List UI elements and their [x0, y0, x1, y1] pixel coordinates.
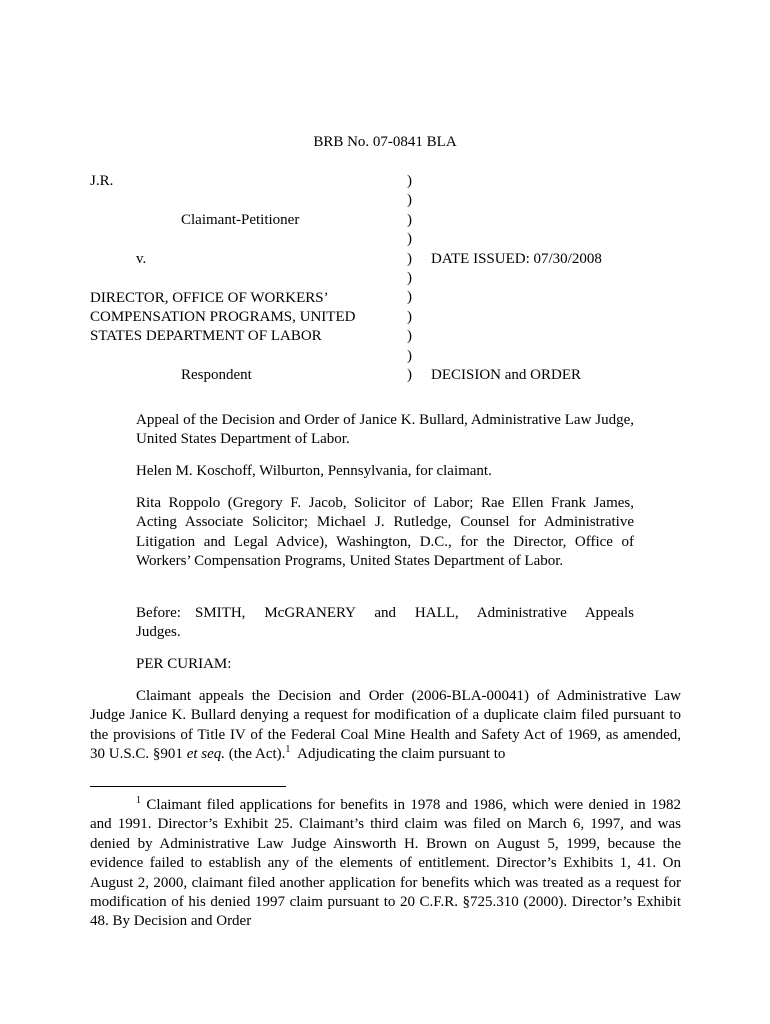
- per-curiam-heading: PER CURIAM:: [136, 656, 232, 672]
- before-label: Before:: [136, 605, 181, 621]
- caption-paren: ): [407, 231, 412, 248]
- claimant-name: J.R.: [90, 173, 114, 189]
- docket-number: BRB No. 07-0841 BLA: [313, 134, 457, 150]
- body-text-3: Adjudicating the claim pursuant to: [297, 746, 506, 763]
- caption-paren: ): [407, 308, 412, 325]
- panel-line-2: Judges.: [136, 624, 181, 641]
- respondent-line-2: COMPENSATION PROGRAMS, UNITED: [90, 309, 356, 325]
- appeal-paragraph: Appeal of the Decision and Order of Janice K. Bullard, Administrative Law Judge, United States Department of Labor.: [136, 412, 634, 448]
- caption-paren: ): [407, 250, 412, 267]
- panel-block: [136, 604, 634, 643]
- body-text-2: (the Act).: [228, 746, 286, 763]
- director-counsel: Rita Roppolo (Gregory F. Jacob, Solicitor of Labor; Rae Ellen Frank James, Acting Associate Solicitor; Michael J. Rutledge, Counsel for Administrative Litigation and Legal Advice), Washington, D.C., for the Director, Office of Workers’ Compensation Programs, United States Department of Labor.: [136, 495, 634, 570]
- body-italic: et seq.: [186, 746, 226, 763]
- caption-paren: ): [407, 328, 412, 345]
- footnote-number: 1: [136, 795, 141, 806]
- caption-paren: ): [407, 289, 412, 306]
- panel-line-1: SMITH, McGRANERY and HALL, Administrative Appeals: [194, 605, 634, 621]
- respondent-line-1: DIRECTOR, OFFICE OF WORKERS’: [90, 290, 329, 306]
- versus-label: v.: [136, 251, 147, 267]
- caption-paren: ): [407, 211, 412, 228]
- caption-paren: ): [407, 192, 412, 209]
- body-text-1: Claimant appeals the Decision and Order (2006-BLA-00041) of Administrative Law Judge Janice K. Bullard denying a request for modification of a duplicate claim filed pursuant to the provisions of Title IV of the Federal Coal Mine Health and Safety Act of 1969, as amended, 30 U.S.C. §901: [90, 688, 681, 763]
- body-paragraph: [90, 687, 681, 765]
- caption-paren: ): [407, 367, 412, 383]
- caption-paren: ): [407, 270, 412, 286]
- document-type: DECISION and ORDER: [431, 367, 581, 383]
- caption-paren: ): [407, 347, 412, 364]
- footnote-text: Claimant filed applications for benefits in 1978 and 1986, which were denied in 1982 and 1991. Director’s Exhibit 25. Claimant’s third claim was filed on March 6, 1997, and was denied by Administrative Law Judge Ainsworth H. Brown on August 5, 1999, because the evidence failed to establish any of the elements of entitlement. Director’s Exhibits 1, 41. On August 2, 2000, claimant filed another application for benefits which was treated as a request for modification of his denied 1997 claim pursuant to 20 C.F.R. §725.310 (2000). Director’s Exhibit 48. By Decision and Order: [90, 797, 682, 930]
- footnote: [90, 796, 681, 932]
- date-issued: DATE ISSUED: 07/30/2008: [431, 251, 602, 267]
- footnote-rule: [90, 786, 286, 787]
- footnote-reference[interactable]: 1: [285, 744, 291, 756]
- respondent-role: Respondent: [181, 367, 252, 383]
- claimant-counsel: Helen M. Koschoff, Wilburton, Pennsylvania, for claimant.: [136, 463, 492, 479]
- caption-paren: ): [407, 173, 412, 189]
- respondent-line-3: STATES DEPARTMENT OF LABOR: [90, 328, 322, 344]
- claimant-role: Claimant-Petitioner: [181, 212, 300, 228]
